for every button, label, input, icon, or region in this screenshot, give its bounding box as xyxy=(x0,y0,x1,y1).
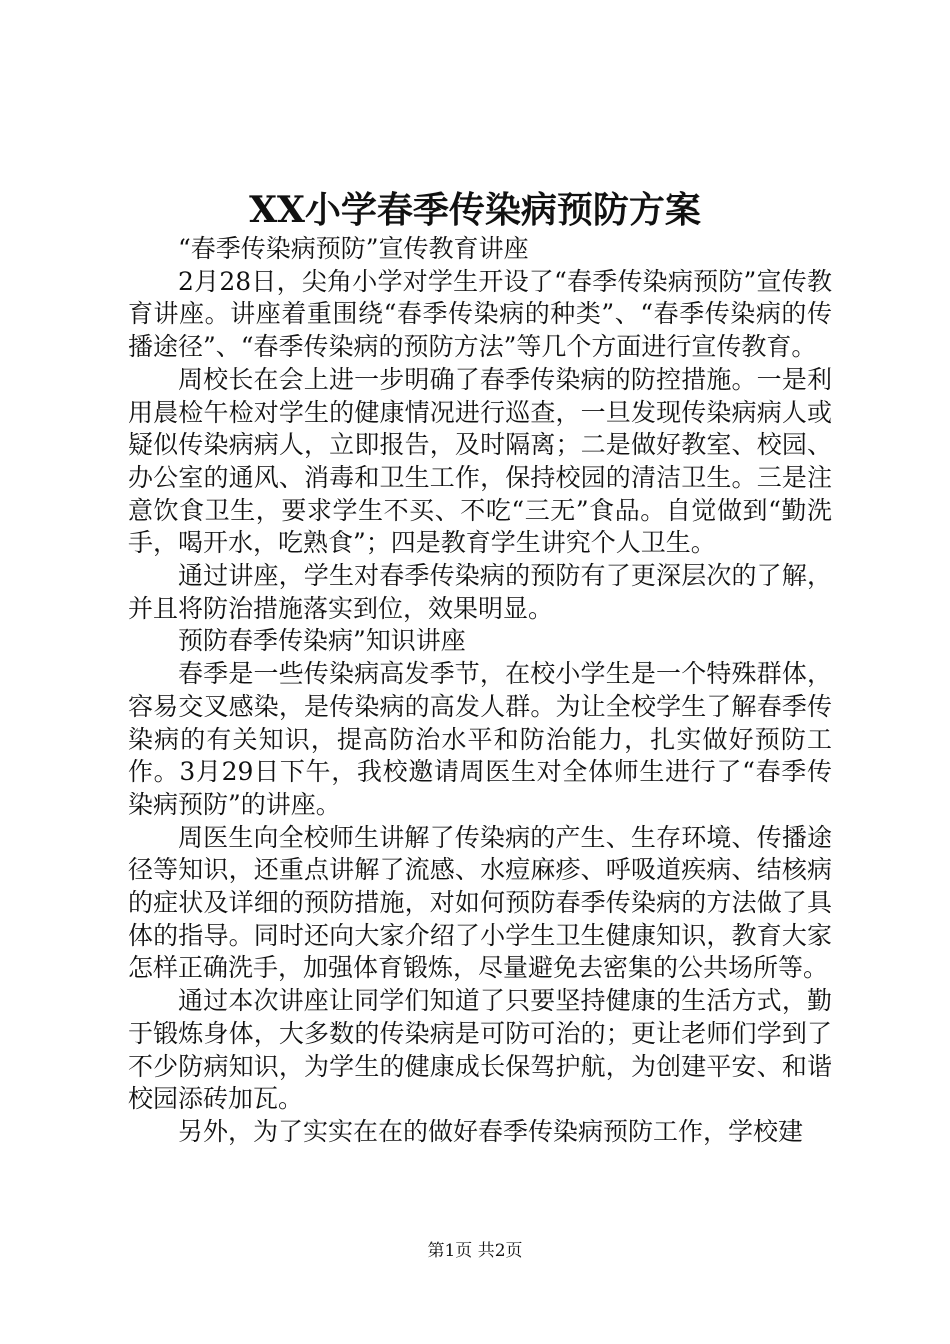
section-heading-1: “春季传染病预防”宣传教育讲座 xyxy=(178,234,529,263)
paragraph-1: 2月28日，尖角小学对学生开设了“春季传染病预防”宣传教育讲座。讲座着重围绕“春季传染病的种类”、“春季传染病的传播途径”、“春季传染病的预防方法”等几个方面进行宣传教育。 xyxy=(128,266,832,362)
page-total: 共2页 xyxy=(477,1241,523,1261)
page-footer xyxy=(0,1240,950,1262)
paragraph-3: 通过讲座，学生对春季传染病的预防有了更深层次的了解，并且将防治措施落实到位，效果明显。 xyxy=(128,561,832,623)
paragraph-4: 春季是一些传染病高发季节，在校小学生是一个特殊群体，容易交叉感染，是传染病的高发人群。为让全校学生了解春季传染病的有关知识，提高防治水平和防治能力，扎实做好预防工作。3月29日下午，我校邀请周医生对全体师生进行了“春季传染病预防”的讲座。 xyxy=(128,659,832,819)
paragraph-6: 通过本次讲座让同学们知道了只要坚持健康的生活方式，勤于锻炼身体，大多数的传染病是可防可治的；更让老师们学到了不少防病知识，为学生的健康成长保驾护航，为创建平安、和谐校园添砖加瓦。 xyxy=(128,986,832,1114)
document-title: XX小学春季传染病预防方案 xyxy=(249,189,701,231)
paragraph-2: 周校长在会上进一步明确了春季传染病的防控措施。一是利用晨检午检对学生的健康情况进行巡查，一旦发现传染病病人或疑似传染病病人，立即报告，及时隔离；二是做好教室、校园、办公室的通风、消毒和卫生工作，保持校园的清洁卫生。三是注意饮食卫生，要求学生不买、不吃“三无”食品。自觉做到“勤洗手，喝开水，吃熟食”；四是教育学生讲究个人卫生。 xyxy=(128,364,832,558)
document-body xyxy=(128,233,832,1149)
page-number: 第1页 xyxy=(427,1241,473,1261)
paragraph-7: 另外，为了实实在在的做好春季传染病预防工作，学校建 xyxy=(178,1116,804,1146)
section-heading-2: 预防春季传染病”知识讲座 xyxy=(178,626,466,656)
paragraph-5: 周医生向全校师生讲解了传染病的产生、生存环境、传播途径等知识，还重点讲解了流感、水痘麻疹、呼吸道疾病、结核病的症状及详细的预防措施，对如何预防春季传染病的方法做了具体的指导。同时还向大家介绍了小学生卫生健康知识，教育大家怎样正确洗手，加强体育锻炼，尽量避免去密集的公共场所等。 xyxy=(128,822,832,983)
